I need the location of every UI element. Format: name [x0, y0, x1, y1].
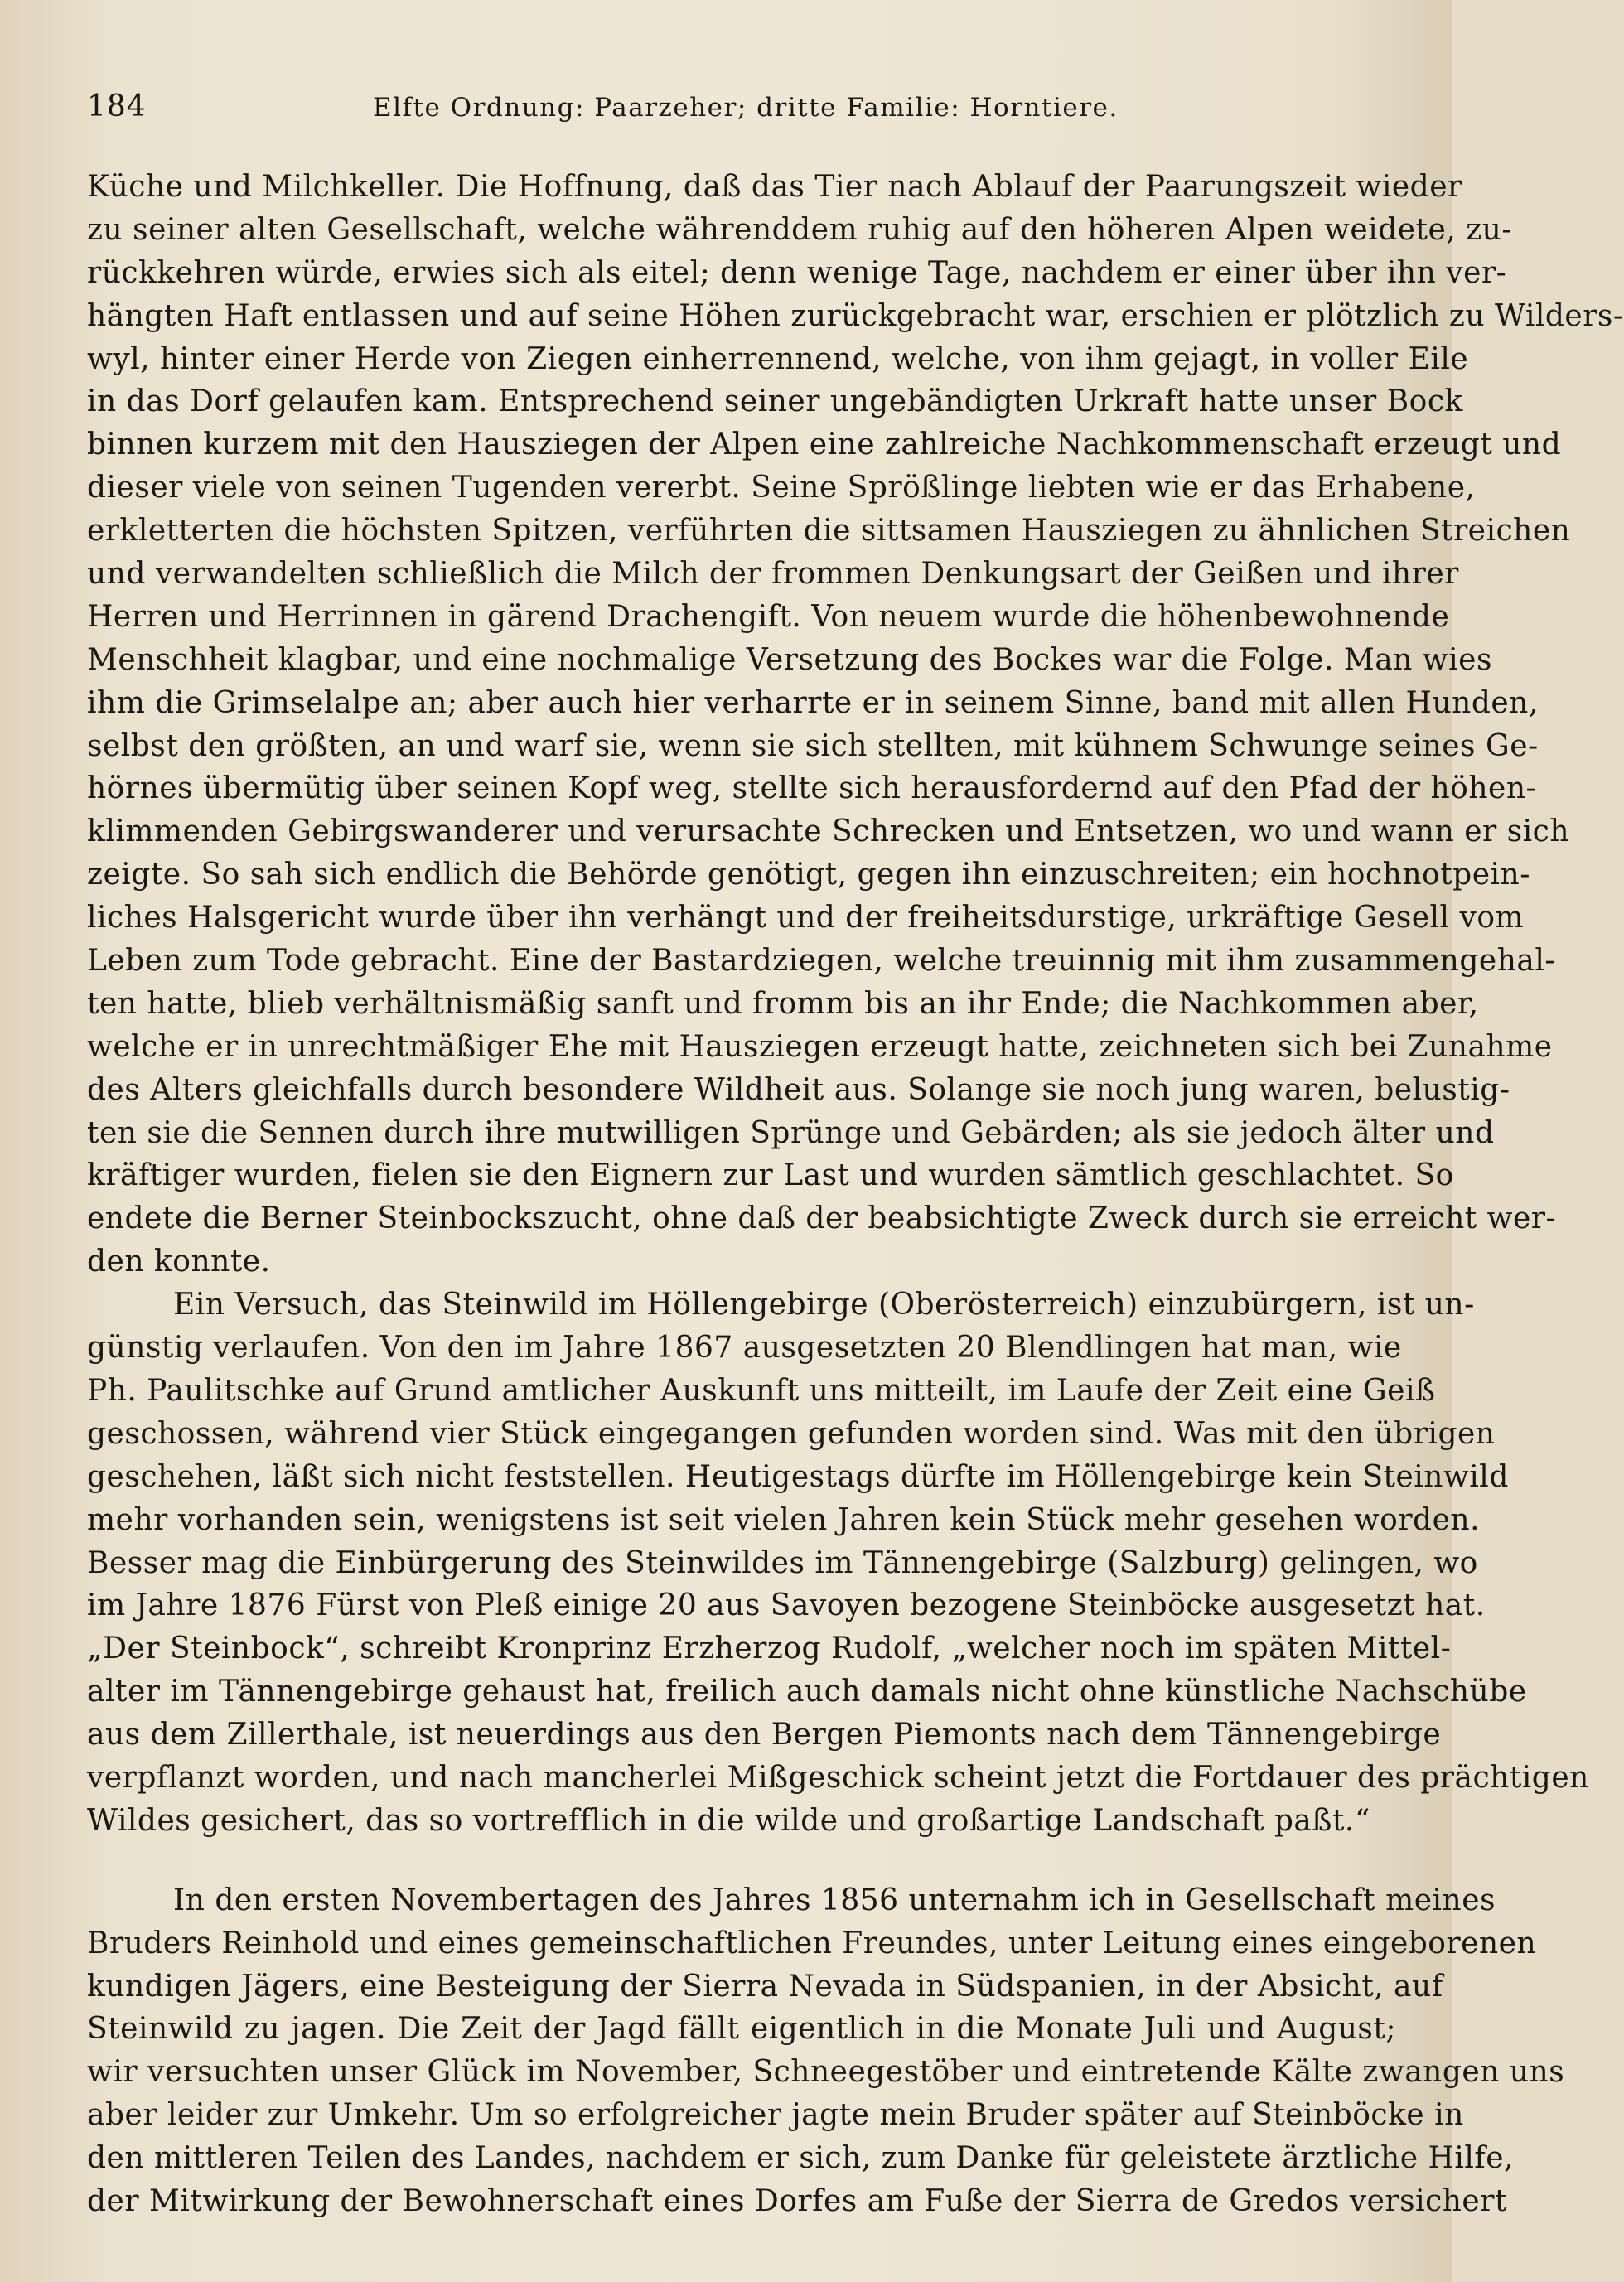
text-line: binnen kurzem mit den Hausziegen der Alpen eine zahlreiche Nachkommenschaft erzeugt und: [87, 428, 1562, 462]
page-number: 184: [87, 89, 147, 123]
text-line: liches Halsgericht wurde über ihn verhängt und der freiheitsdurstige, urkräftige Gesell vom: [87, 901, 1525, 936]
text-line: Ein Versuch, das Steinwild im Höllengebirge (Oberösterreich) einzubürgern, ist un-: [173, 1288, 1475, 1322]
text-line: klimmenden Gebirgswanderer und verursachte Schrecken und Entsetzen, wo und wann er sich: [87, 815, 1570, 849]
running-head: Elfte Ordnung: Paarzeher; dritte Familie: Horntiere.: [373, 93, 1119, 123]
text-line: Leben zum Tode gebracht. Eine der Bastardziegen, welche treuinnig mit ihm zusammengehal-: [87, 944, 1556, 979]
page-header: [87, 89, 1396, 131]
text-line: Steinwild zu jagen. Die Zeit der Jagd fällt eigentlich in die Monate Juli und August;: [87, 2012, 1396, 2047]
text-line: wyl, hinter einer Herde von Ziegen einherrennend, welche, von ihm gejagt, in voller Eile: [87, 341, 1469, 376]
text-line: In den ersten Novembertagen des Jahres 1856 unternahm ich in Gesellschaft meines: [173, 1883, 1496, 1917]
text-line: mehr vorhanden sein, wenigstens ist seit vielen Jahren kein Stück mehr gesehen worden.: [87, 1502, 1481, 1537]
text-line: ihm die Grimselalpe an; aber auch hier verharrte er in seinem Sinne, band mit allen Hunden,: [87, 685, 1539, 720]
text-line: geschossen, während vier Stück eingegangen gefunden worden sind. Was mit den übrigen: [87, 1416, 1496, 1451]
text-line: aber leider zur Umkehr. Um so erfolgreicher jagte mein Bruder später auf Steinböcke in: [87, 2098, 1464, 2133]
text-line: Besser mag die Einbürgerung des Steinwildes im Tännengebirge (Salzburg) gelingen, wo: [87, 1545, 1478, 1580]
paragraph-1: [87, 166, 1624, 1284]
text-line: dieser viele von seinen Tugenden vererbt. Seine Sprößlinge liebten wie er das Erhabene,: [87, 471, 1476, 505]
paragraph-3: [87, 1879, 1565, 2223]
text-line: ten hatte, blieb verhältnismäßig sanft und fromm bis an ihr Ende; die Nachkommen aber,: [87, 986, 1479, 1021]
text-line: Herren und Herrinnen in gärend Drachengift. Von neuem wurde die höhenbewohnende: [87, 599, 1450, 634]
text-line: ten sie die Sennen durch ihre mutwilligen Sprünge und Gebärden; als sie jedoch älter und: [87, 1115, 1495, 1150]
text-line: kundigen Jägers, eine Besteigung der Sierra Nevada in Südspanien, in der Absicht, auf: [87, 1969, 1443, 2004]
text-line: den mittleren Teilen des Landes, nachdem er sich, zum Danke für geleistete ärztliche Hilfe,: [87, 2141, 1514, 2176]
text-line: erkletterten die höchsten Spitzen, verführten die sittsamen Hausziegen zu ähnlichen Streichen: [87, 514, 1571, 549]
text-line: hängten Haft entlassen und auf seine Höhen zurückgebracht war, erschien er plötzlich zu Wilders-: [87, 298, 1624, 333]
text-line: endete die Berner Steinbockszucht, ohne daß der beabsichtigte Zweck durch sie erreicht wer-: [87, 1201, 1557, 1236]
body-text: [87, 166, 1624, 2223]
text-line: günstig verlaufen. Von den im Jahre 1867 ausgesetzten 20 Blendlingen hat man, wie: [87, 1331, 1402, 1366]
text-line: Wildes gesichert, das so vortrefflich in die wilde und großartige Landschaft paßt.“: [87, 1803, 1370, 1838]
text-line: den konnte.: [87, 1245, 271, 1279]
section-gap: [87, 1843, 1396, 1879]
text-line: zeigte. So sah sich endlich die Behörde genötigt, gegen ihn einzuschreiten; ein hochnotpein-: [87, 858, 1530, 892]
text-line: und verwandelten schließlich die Milch der frommen Denkungsart der Geißen und ihrer: [87, 557, 1459, 592]
text-line: hörnes übermütig über seinen Kopf weg, stellte sich herausfordernd auf den Pfad der höhen-: [87, 771, 1537, 806]
text-line: geschehen, läßt sich nicht feststellen. Heutigestags dürfte im Höllengebirge kein Steinwild: [87, 1459, 1509, 1494]
text-line: aus dem Zillerthale, ist neuerdings aus den Bergen Piemonts nach dem Tännengebirge: [87, 1718, 1442, 1753]
text-line: Menschheit klagbar, und eine nochmalige Versetzung des Bockes war die Folge. Man wies: [87, 642, 1492, 677]
text-line: kräftiger wurden, fielen sie den Eignern zur Last und wurden sämtlich geschlachtet. So: [87, 1158, 1454, 1193]
text-line: im Jahre 1876 Fürst von Pleß einige 20 aus Savoyen bezogene Steinböcke ausgesetzt hat.: [87, 1588, 1486, 1623]
text-line: Ph. Paulitschke auf Grund amtlicher Auskunft uns mitteilt, im Laufe der Zeit eine Geiß: [87, 1373, 1436, 1408]
text-line: wir versuchten unser Glück im November, Schneegestöber und eintretende Kälte zwangen uns: [87, 2055, 1565, 2090]
text-line: Küche und Milchkeller. Die Hoffnung, daß das Tier nach Ablauf der Paarungszeit wieder: [87, 170, 1462, 204]
text-line: zu seiner alten Gesellschaft, welche währenddem ruhig auf den höheren Alpen weidete, zu-: [87, 212, 1513, 247]
text-line: alter im Tännengebirge gehaust hat, freilich auch damals nicht ohne künstliche Nachschübe: [87, 1675, 1527, 1709]
text-line: rückkehren würde, erwies sich als eitel; denn wenige Tage, nachdem er einer über ihn ver-: [87, 255, 1507, 290]
text-line: selbst den größten, an und warf sie, wenn sie sich stellten, mit kühnem Schwunge seines Ge-: [87, 728, 1539, 763]
text-line: welche er in unrechtmäßiger Ehe mit Hausziegen erzeugt hatte, zeichneten sich bei Zunahme: [87, 1029, 1553, 1064]
paragraph-2: [87, 1284, 1589, 1843]
text-line: „Der Steinbock“, schreibt Kronprinz Erzherzog Rudolf, „welcher noch im späten Mittel-: [87, 1632, 1452, 1666]
text-line: Bruders Reinhold und eines gemeinschaftlichen Freundes, unter Leitung eines eingeborenen: [87, 1926, 1537, 1960]
text-line: in das Dorf gelaufen kam. Entsprechend seiner ungebändigten Urkraft hatte unser Bock: [87, 384, 1463, 419]
text-line: des Alters gleichfalls durch besondere Wildheit aus. Solange sie noch jung waren, belustig-: [87, 1072, 1510, 1107]
text-line: der Mitwirkung der Bewohnerschaft eines Dorfes am Fuße der Sierra de Gredos versichert: [87, 2183, 1507, 2218]
text-line: verpflanzt worden, und nach mancherlei Mißgeschick scheint jetzt die Fortdauer des prächtigen: [87, 1760, 1589, 1795]
